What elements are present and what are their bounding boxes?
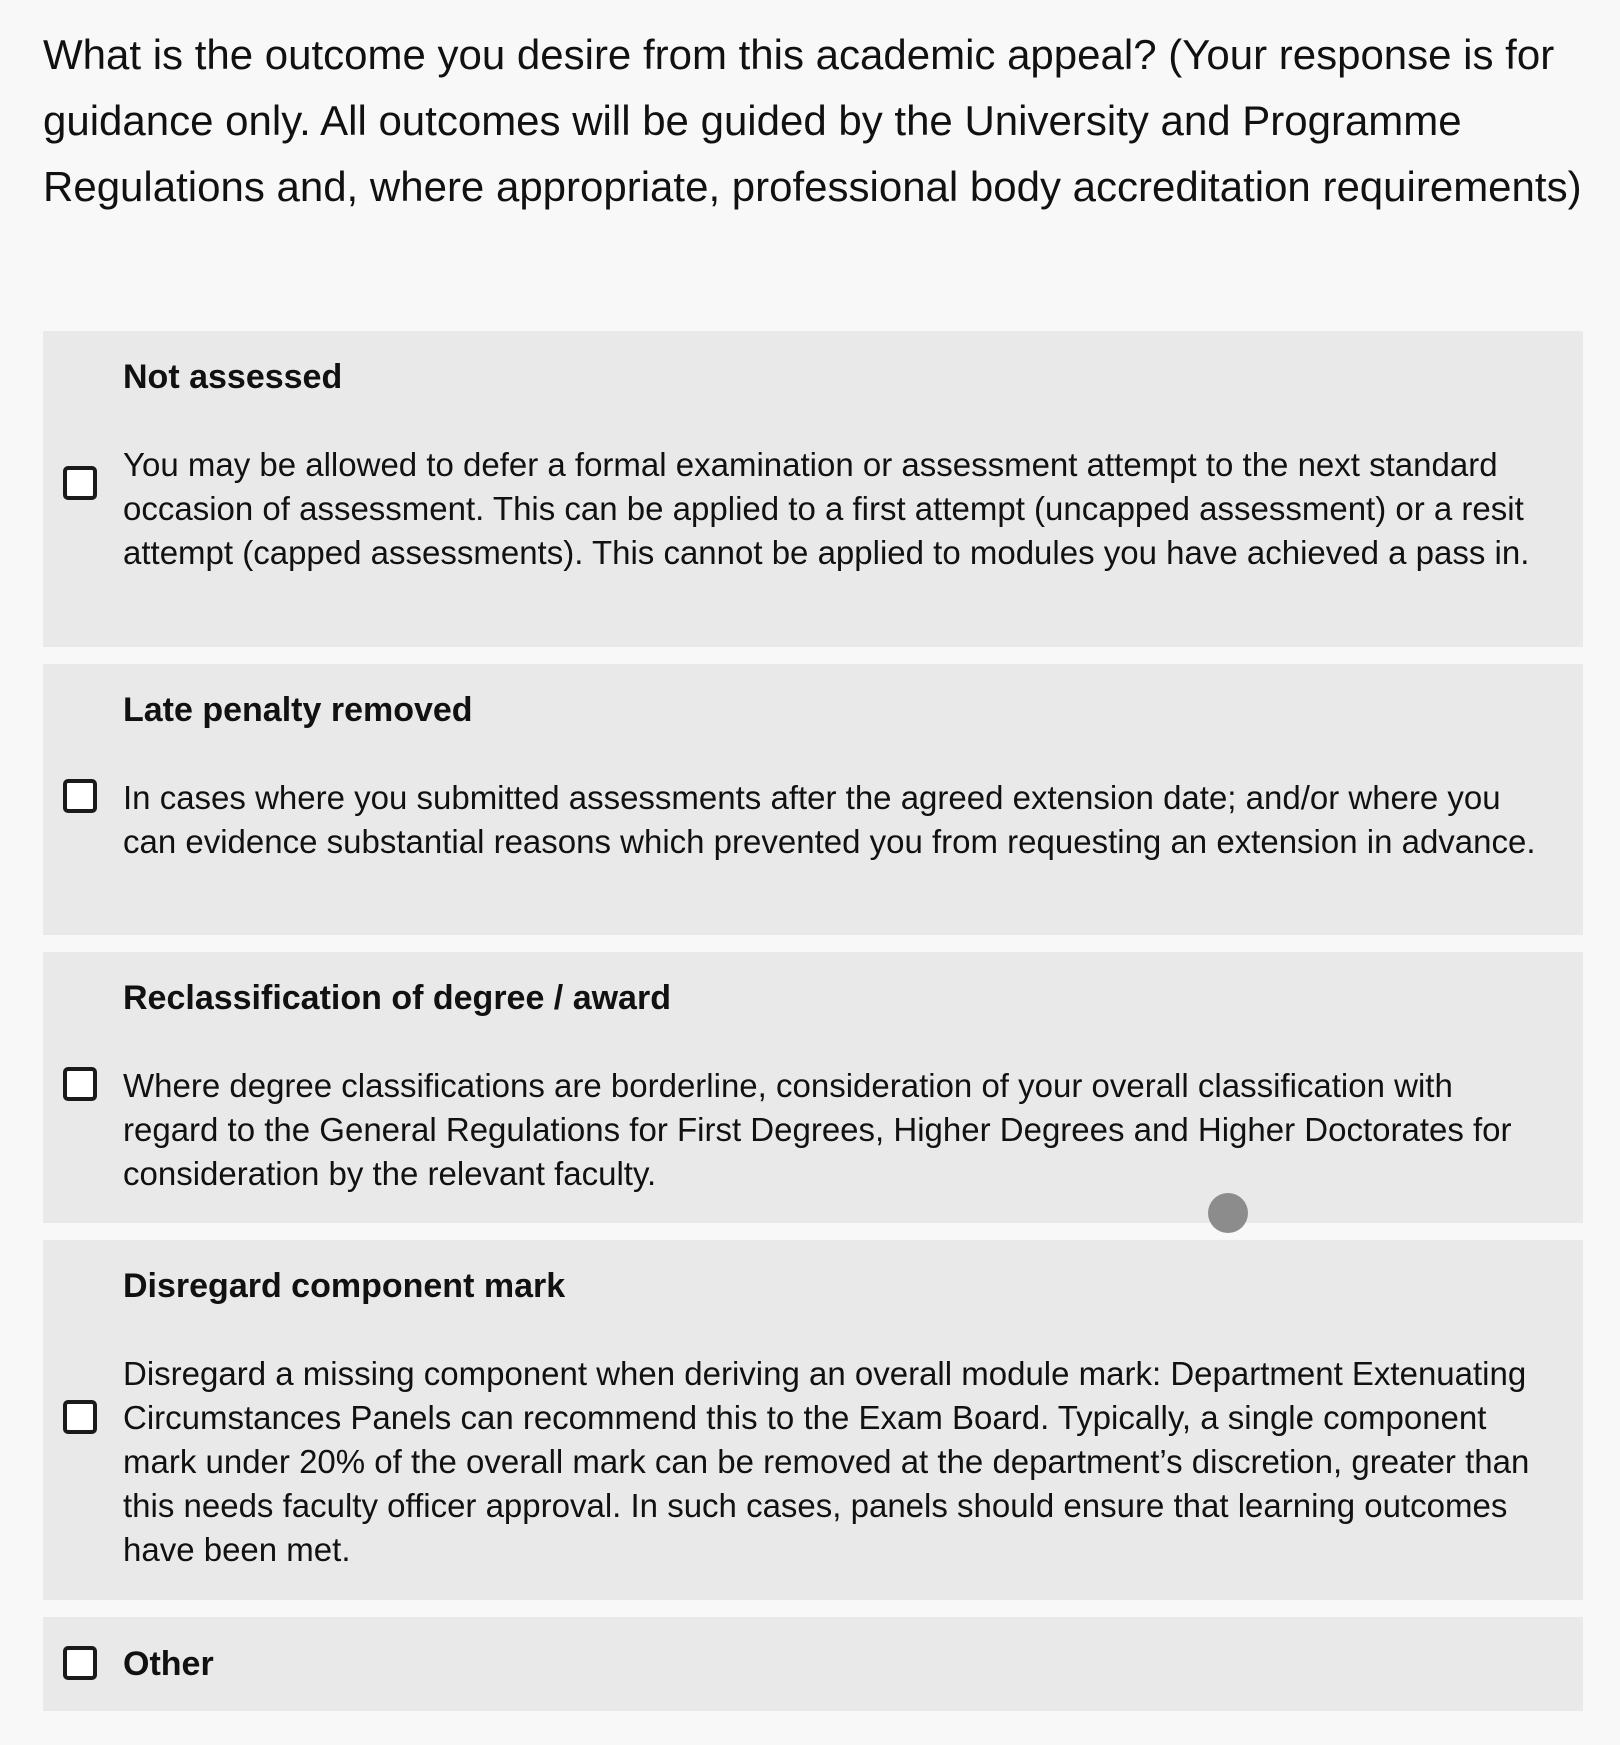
checkbox[interactable] <box>63 1646 97 1680</box>
option-other[interactable] <box>43 1617 1583 1711</box>
question-text: What is the outcome you desire from this academic appeal? (Your response is for guidance only. All outcomes will be guided by the University and Programme Regulations and, where appropriate, professional body accreditation requirements) <box>43 31 1582 210</box>
checkbox[interactable] <box>63 466 97 500</box>
option-title: Reclassification of degree / award <box>123 979 671 1017</box>
option-reclassification[interactable] <box>43 952 1583 1223</box>
option-not-assessed[interactable] <box>43 331 1583 647</box>
touch-indicator <box>1208 1193 1248 1233</box>
checkbox[interactable] <box>63 1400 97 1434</box>
option-disregard-component-mark[interactable] <box>43 1240 1583 1600</box>
checkbox[interactable] <box>63 779 97 813</box>
option-title: Late penalty removed <box>123 691 473 729</box>
checkbox[interactable] <box>63 1067 97 1101</box>
option-title: Disregard component mark <box>123 1267 566 1305</box>
option-description: In cases where you submitted assessments after the agreed extension date; and/or where you can evidence substantial reasons which prevented you from requesting an extension in advance. <box>123 779 1536 860</box>
option-title: Not assessed <box>123 358 343 396</box>
option-description: Disregard a missing component when deriving an overall module mark: Department Extenuating Circumstances Panels can recommend this to the Exam Board. Typically, a single component mark under 20% of the overall mark can be removed at the department’s discretion, greater than this needs faculty officer approval. In such cases, panels should ensure that learning outcomes have been met. <box>123 1355 1530 1568</box>
option-late-penalty-removed[interactable] <box>43 664 1583 935</box>
option-title: Other <box>123 1645 214 1683</box>
option-description: You may be allowed to defer a formal examination or assessment attempt to the next standard occasion of assessment. This can be applied to a first attempt (uncapped assessment) or a resit attempt (capped assessments). This cannot be applied to modules you have achieved a pass in. <box>123 446 1530 571</box>
option-description: Where degree classifications are borderline, consideration of your overall classification with regard to the General Regulations for First Degrees, Higher Degrees and Higher Doctorates for consideration by the relevant faculty. <box>123 1067 1512 1192</box>
